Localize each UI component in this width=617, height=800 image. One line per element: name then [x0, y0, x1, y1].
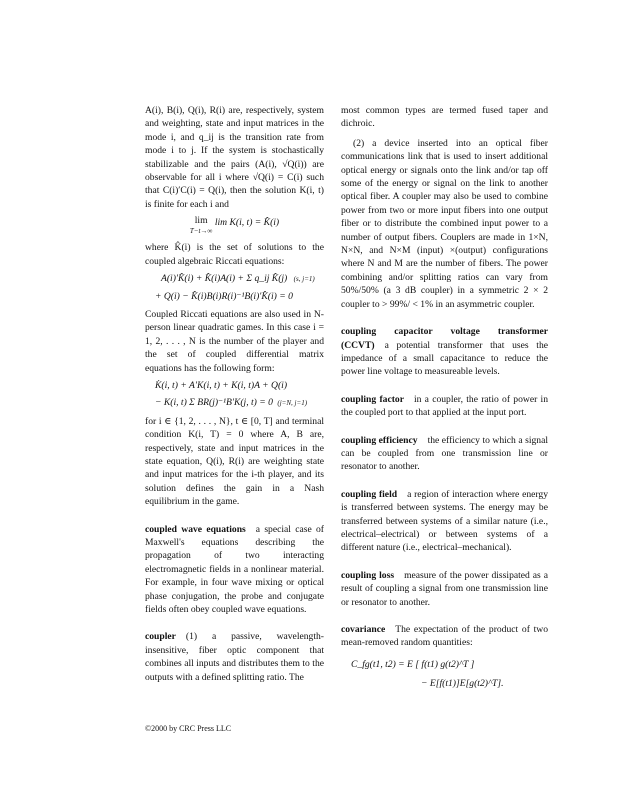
entry-coupling-efficiency [341, 434, 548, 474]
limit-expression: lim K(i, t) = K̂(i) [214, 217, 280, 229]
riccati-algebraic-intro: where K̂(i) is the set of solutions to the coupled algebraic Riccati equations: [145, 242, 324, 267]
eq3-sum-bottom: j=1 [294, 399, 305, 408]
left-column [145, 104, 324, 684]
limit-equation: lim T−t→∞ lim K(i, t) = K̂(i) [189, 215, 280, 236]
term-coupled-wave-equations: coupled wave equations [145, 523, 246, 535]
eq2-line1: A(i)′K̂(i) + K̂(i)A(i) + Σ q_ij K̂(j) [161, 273, 288, 285]
entry-coupling-field [341, 488, 548, 555]
term-coupler: coupler [145, 631, 176, 643]
eq2-sum-top: s [296, 275, 299, 284]
eq3-sum-top: j=N [279, 399, 292, 408]
coupler-continuation: most common types are termed fused taper and dichroic. [341, 105, 548, 130]
riccati-context-paragraph: A(i), B(i), Q(i), R(i) are, respectively, system and weighting, state and input matrices in the mode i, and q_ij is the transition rate from mode i to j. If the system is stochastically stabilizable and the pairs (A(i), √Q(i)) are observable for all i where √Q(i) = C(i) such that C(i)′C(i) = Q(i), then the solution K(i, t) is finite for each i and [145, 105, 324, 210]
definition-coupling-factor: in a coupler, the ratio of power in the coupled port to that applied at the input port. [341, 393, 548, 419]
definition-coupler-1: (1) a passive, wavelength-insensitive, fiber optic component that combines all inputs and distributes them to the outputs with a defined splitting ratio. The [145, 631, 324, 683]
entry-coupled-wave-equations [145, 523, 324, 617]
cov-eq-line1: C_fg(t1, t2) = E [ f(t1) g(t2)^T ] [351, 658, 475, 670]
term-covariance: covariance [341, 624, 386, 635]
entry-coupler [145, 630, 324, 684]
term-coupling-loss: coupling loss [341, 569, 395, 581]
entry-coupling-factor [341, 393, 548, 420]
cov-eq-line2: − E[f(t1)]E[g(t2)^T]. [421, 678, 504, 690]
eq3-line2: − K(i, t) Σ BR(j)⁻¹B′K(j, t) = 0 [155, 397, 273, 409]
nash-conditions-paragraph: for i ∈ {1, 2, . . . , N}, t ∈ [0, T] and terminal condition K(i, T) = 0 where A, B are, respectively, state and input matrices in the state equation, Q(i), R(i) are weighting state and input matrices for the i-th player, and its solution defines the gain in a Nash equilibrium in the game. [145, 415, 324, 508]
coupler-definition-2: (2) a device inserted into an optical fiber communications link that is used to insert additional optical energy or signals onto the link and/or tap off some of the energy or signal on the link to another optical fiber. A coupler may also be used to combine power from two or more input fibers into one output fiber or to distribute the combined input power to a number of output fibers. Couplers are made in 1×N, N×N, and N×M (input) ×(output) configurations where N and M are the number of fibers. The power combining and/or splitting ratios can vary from 50%/50% (a 3 dB coupler) in a symmetric 2 × 2 coupler to > 99%/ < 1% in an asymmetric coupler. [341, 137, 548, 310]
term-coupling-efficiency: coupling efficiency [341, 434, 418, 446]
nash-games-paragraph: Coupled Riccati equations are also used in N-person linear quadratic games. In this case i = 1, 2, . . . , N is the number of the player and the set of coupled differential matrix equations has the following form: [145, 308, 324, 374]
copyright-footer: ©2000 by CRC Press LLC [145, 724, 232, 733]
term-coupling-field: coupling field [341, 488, 398, 500]
definition-ccvt: a potential transformer that uses the impedance of a small capacitance to reduce the power line voltage to measureable levels. [341, 339, 548, 378]
definition-covariance: The expectation of the product of two mean-removed random quantities: [341, 624, 548, 649]
definition-coupling-field: a region of interaction where energy is transferred between systems. The energy may be transferred between systems of a similar nature (i.e., electrical–electrical) or between systems of a different nature (i.e., electrical–mechanical). [341, 488, 548, 554]
limit-subscript: T−t→∞ [189, 227, 213, 236]
definition-coupling-efficiency: the efficiency to which a signal can be coupled from one transmission line or resonator to another. [341, 434, 549, 473]
definition-coupling-loss: measure of the power dissipated as a result of coupling a signal from one transmission line or resonator to another. [341, 569, 548, 608]
entry-coupling-loss [341, 569, 548, 609]
eq3-line1: K̇(i, t) + A′K(i, t) + K(i, t)A + Q(i) [155, 379, 288, 391]
eq2-line2: + Q(i) − K̂(i)B(i)R(i)⁻¹B(i)′K̂(i) = 0 [155, 291, 293, 303]
term-coupling-factor: coupling factor [341, 393, 404, 405]
definition-coupled-wave-equations: a special case of Maxwell's equations describing the propagation of two interacting electromagnetic fields in a nonlinear material. For example, in four wave mixing or optical phase conjugation, the probe and conjugate fields often obey coupled wave equations. [145, 523, 325, 615]
algebraic-riccati-equation: A(i)′K̂(i) + K̂(i)A(i) + Σ q_ij K̂(j) (s, j=1) + Q(i) − K̂(i)B(i)R(i)⁻¹B(i)′K̂(i) = 0 [155, 272, 324, 304]
entry-ccvt [341, 325, 548, 379]
eq2-sum-bottom: j=1 [302, 275, 313, 284]
entry-covariance [341, 623, 548, 650]
covariance-equation [351, 658, 548, 691]
term-ccvt: coupling capacitor voltage transformer (CCVT) [341, 326, 548, 351]
right-column [341, 104, 548, 695]
differential-riccati-equation: K̇(i, t) + A′K(i, t) + K(i, t)A + Q(i) − K(i, t) Σ BR(j)⁻¹B′K(j, t) = 0 (j=N, j=1) [155, 379, 324, 411]
